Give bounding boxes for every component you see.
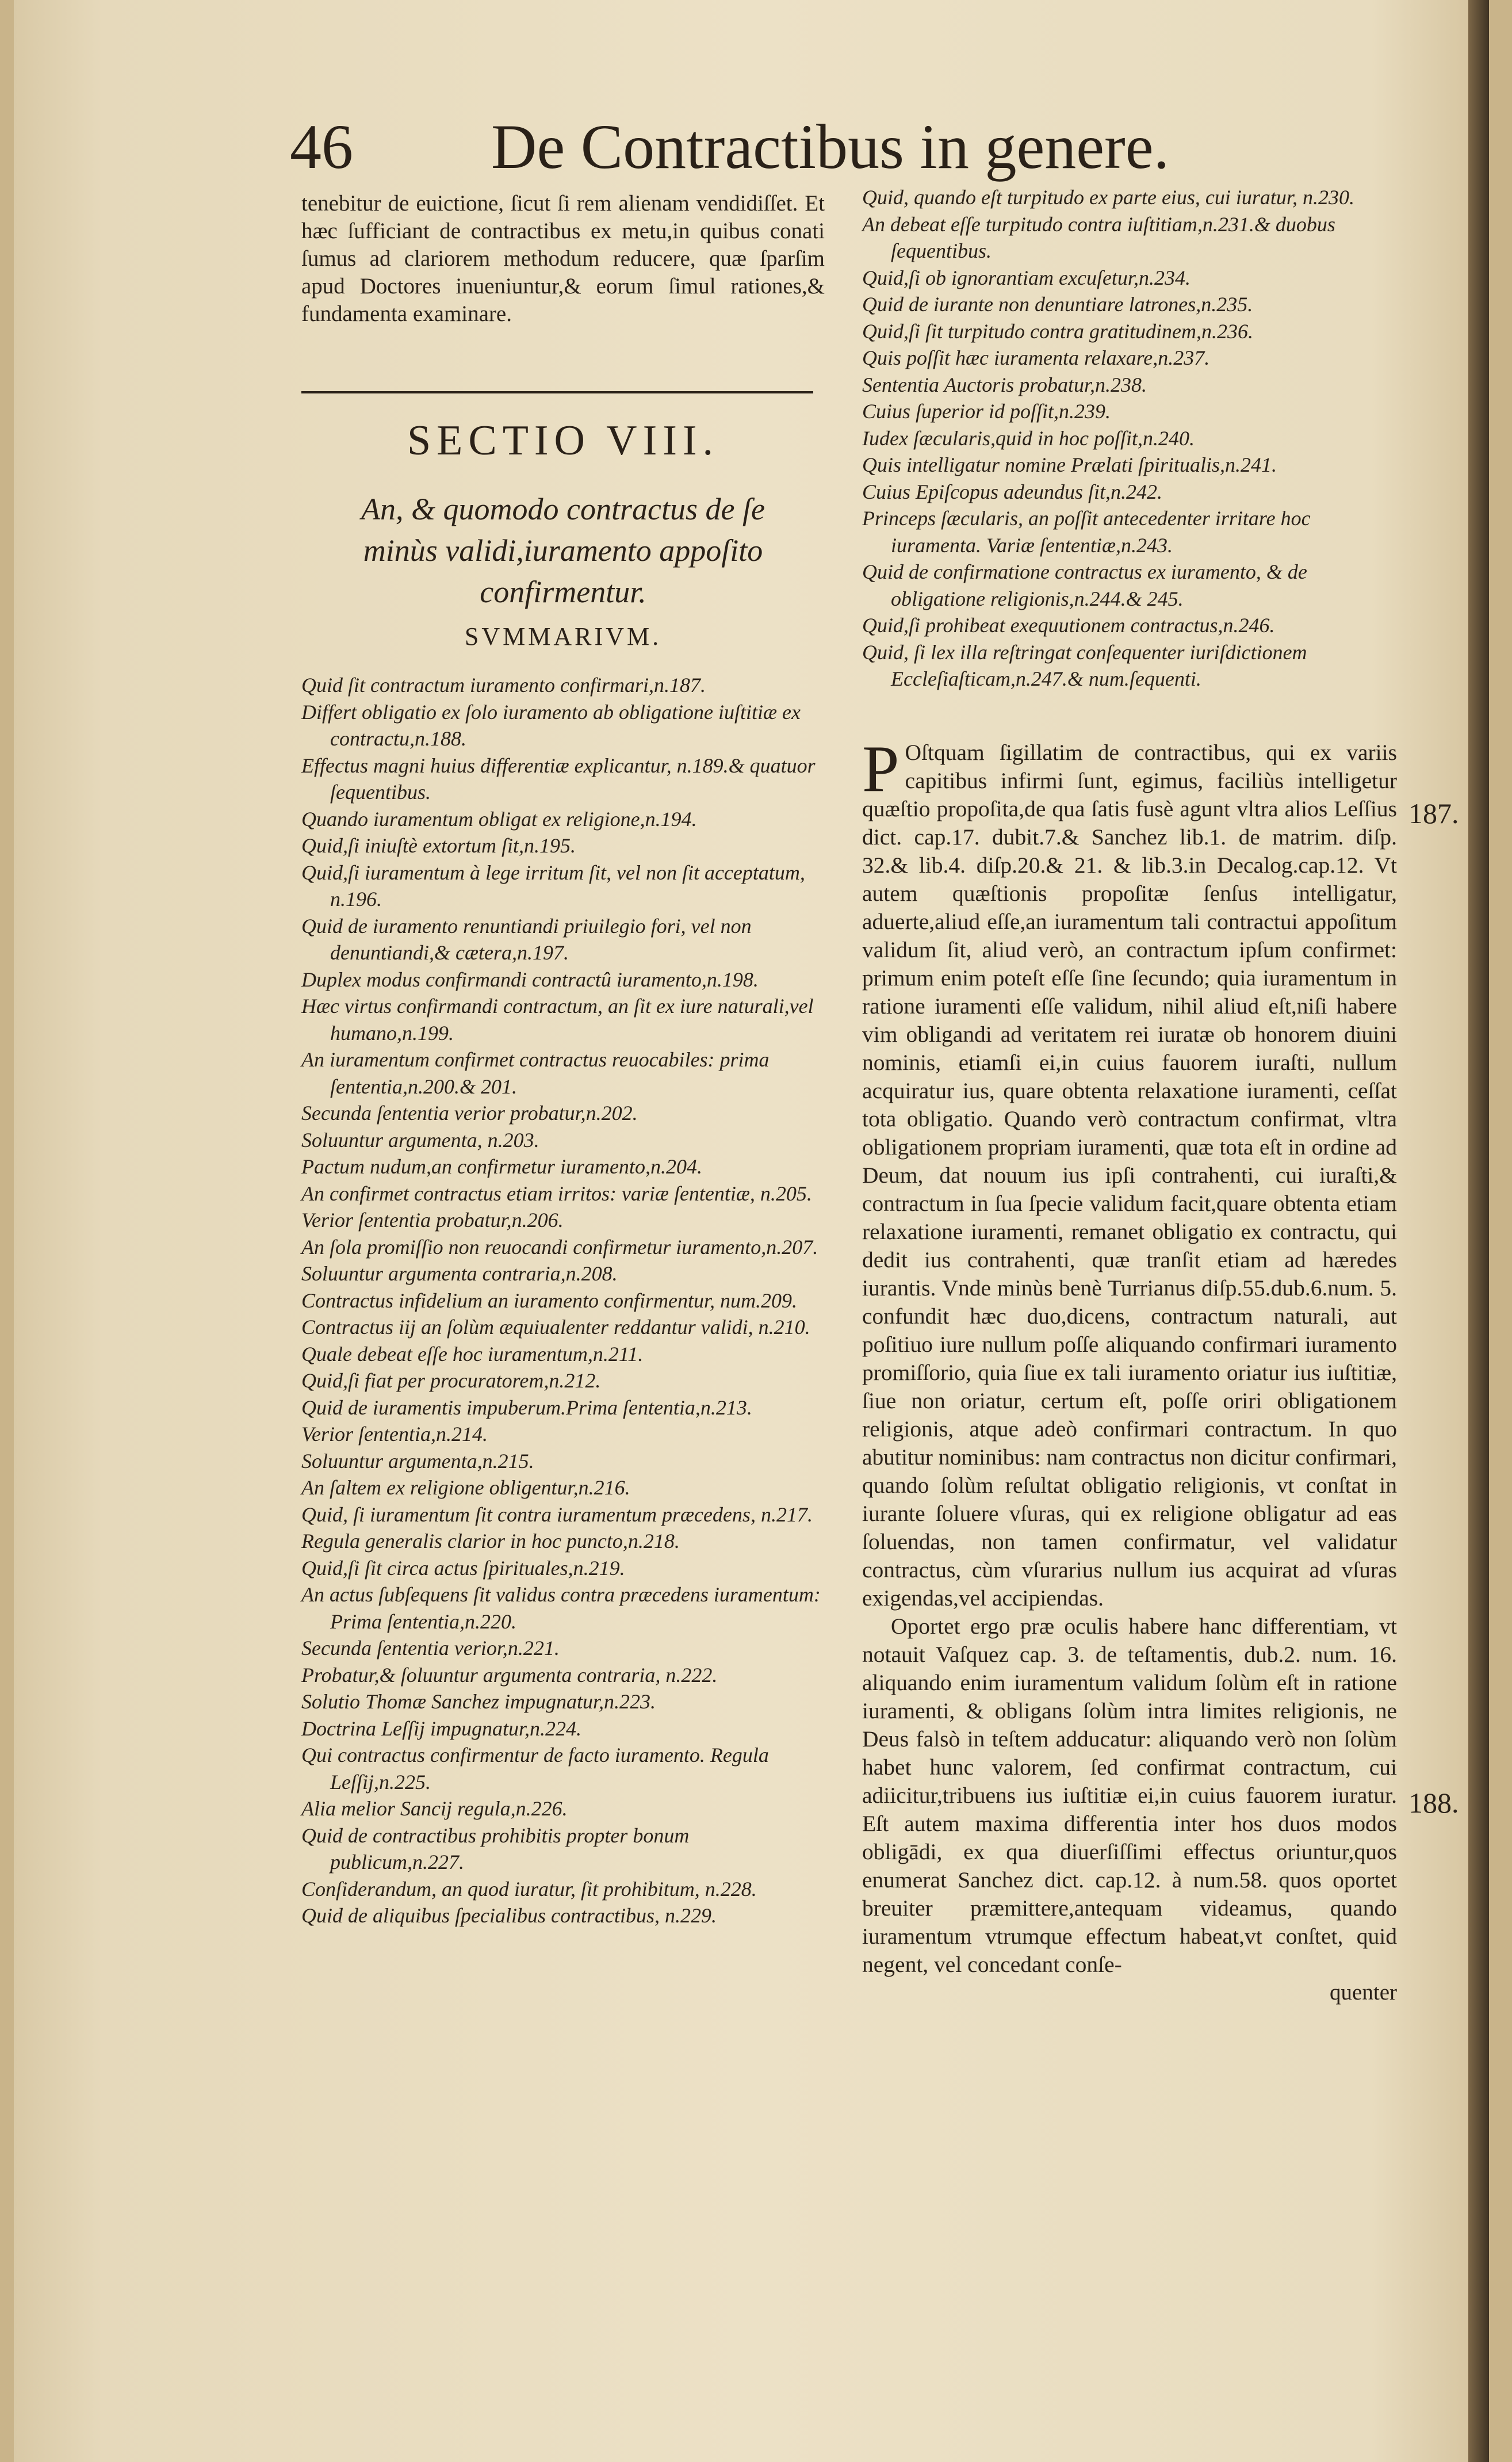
summary-entry: An iuramentum confirmet contractus reuocabiles: prima ſententia,n.200.& 201. — [301, 1048, 770, 1098]
page-number: 46 — [290, 112, 353, 182]
summary-entry: Quid,ſi fiat per procuratorem,n.212. — [301, 1369, 601, 1392]
running-title: De Contractibus in genere. — [491, 112, 1170, 182]
main-paragraph-2: Oportet ergo præ oculis habere hanc differentiam, vt notauit Vaſquez cap. 3. de teſtamentis, dub.2. num. 16. aliquando enim iuramentum validum ſolùm eſt in ratione iuramenti, & obligans ſolùm intra limites religionis, ne Deus falsò in teſtem adducatur: aliquando verò non ſolùm habet hunc valorem, ſed confirmat contractum, cui adiicitur,tribuens ius iuſtitiæ ei,in cuius fauorem iuratur. Eſt autem maxima differentia inter hos duos modos obligādi, ex qua diuerſiſſimi effectus oriuntur,quos enumerat Sanchez dict. cap.12. à num.58. quos oportet breuiter præmittere,antequam videamus, quando iuramentum vtrumque effectum habeat,vt conſtet, quid negent, vel concedant conſe- — [862, 1613, 1397, 1977]
summary-entry: Hæc virtus confirmandi contractum, an ſit ex iure naturali,vel humano,n.199. — [301, 995, 814, 1045]
summary-entry: Quid de iuramento renuntiandi priuilegio fori, vel non denuntiandi,& cætera,n.197. — [301, 914, 752, 964]
summary-entry: Differt obligatio ex ſolo iuramento ab obligatione iuſtitiæ ex contractu,n.188. — [301, 700, 801, 750]
summary-entry: Quis poſſit hæc iuramenta relaxare,n.237. — [862, 346, 1210, 369]
summary-entry: Quid, quando eſt turpitudo ex parte eius, cui iuratur, n.230. — [862, 186, 1354, 209]
summary-entry: Doctrina Leſſij impugnatur,n.224. — [301, 1716, 582, 1740]
summary-entry: Pactum nudum,an confirmetur iuramento,n.204. — [301, 1155, 702, 1178]
summary-entry: Alia melior Sancij regula,n.226. — [301, 1797, 568, 1820]
summary-entry: Probatur,& ſoluuntur argumenta contraria, n.222. — [301, 1663, 718, 1687]
summary-entry: Solutio Thomæ Sanchez impugnatur,n.223. — [301, 1690, 656, 1713]
summary-entry: Quid de confirmatione contractus ex iuramento, & de obligatione religionis,n.244.& 245. — [862, 560, 1307, 610]
summary-list-left — [301, 672, 825, 1929]
summary-title: SVMMARIVM. — [464, 622, 662, 651]
summary-entry: Soluuntur argumenta contraria,n.208. — [301, 1262, 618, 1285]
summary-entry: Quid,ſi ob ignorantiam excuſetur,n.234. — [862, 266, 1191, 289]
summary-entry: An debeat eſſe turpitudo contra iuſtitiam,n.231.& duobus ſequentibus. — [862, 212, 1335, 262]
summary-entry: Quid,ſi iuramentum à lege irritum ſit, vel non ſit acceptatum, n.196. — [301, 861, 805, 911]
summary-entry: Quis intelligatur nomine Prælati ſpiritualis,n.241. — [862, 453, 1277, 476]
left-column — [301, 190, 825, 1929]
summary-entry: Verior ſententia,n.214. — [301, 1423, 488, 1446]
summary-entry: Contractus iij an ſolùm æquiualenter reddantur validi, n.210. — [301, 1316, 810, 1339]
summary-entry: An ſaltem ex religione obligentur,n.216. — [301, 1476, 630, 1499]
summary-entry: Effectus magni huius differentiæ explicantur, n.189.& quatuor ſequentibus. — [301, 754, 816, 804]
section-separator — [301, 391, 813, 393]
book-spine — [1468, 0, 1489, 2462]
summary-entry: Cuius ſuperior id poſſit,n.239. — [862, 400, 1111, 423]
drop-cap: P — [862, 732, 899, 806]
summary-entry: Quid de iuramentis impuberum.Prima ſententia,n.213. — [301, 1396, 752, 1419]
summary-entry: An ſola promiſſio non reuocandi confirmetur iuramento,n.207. — [301, 1235, 818, 1259]
summary-entry: Quid,ſi iniuſtè extortum ſit,n.195. — [301, 834, 576, 857]
summary-entry: Secunda ſententia verior,n.221. — [301, 1637, 560, 1660]
summary-entry: Regula generalis clarior in hoc puncto,n.218. — [301, 1530, 680, 1553]
summary-entry: Quid,ſi prohibeat exequutionem contractus,n.246. — [862, 614, 1275, 637]
summary-entry: Quid ſit contractum iuramento confirmari,n.187. — [301, 674, 706, 697]
page-header — [290, 109, 1170, 184]
summary-entry: Quid,ſi ſit turpitudo contra gratitudinem,n.236. — [862, 319, 1254, 343]
summary-entry: Quid de aliquibus ſpecialibus contractibus, n.229. — [301, 1904, 717, 1927]
summary-entry: Princeps ſæcularis, an poſſit antecedenter irritare hoc iuramenta. Variæ ſententiæ,n.243. — [862, 507, 1311, 557]
intro-paragraph: tenebitur de euictione, ſicut ſi rem alienam vendidiſſet. Et hæc ſufficiant de contractibus ex metu,in quibus conati ſumus ad clariorem methodum reducere, quæ ſparſim apud Doctores inueniuntur,& eorum ſimul rationes,& fundamenta examinare. — [301, 191, 825, 326]
section-question: An, & quomodo contractus de ſe minùs validi,iuramento appoſito confirmentur. — [361, 492, 765, 609]
summary-entry: Verior ſententia probatur,n.206. — [301, 1209, 564, 1232]
section-title: SECTIO VIII. — [407, 417, 719, 464]
summary-entry: Soluuntur argumenta, n.203. — [301, 1128, 539, 1152]
summary-entry: An confirmet contractus etiam irritos: variæ ſententiæ, n.205. — [301, 1182, 812, 1205]
summary-list-right — [862, 184, 1397, 693]
summary-entry: Quid, ſi lex illa reſtringat conſequenter iuriſdictionem Eccleſiaſticam,n.247.& num.ſequenti. — [862, 640, 1307, 690]
summary-entry: Quid, ſi iuramentum ſit contra iuramentum præcedens, n.217. — [301, 1503, 813, 1526]
main-paragraph-1 — [862, 732, 1397, 1612]
summary-entry: Quid de contractibus prohibitis propter bonum publicum,n.227. — [301, 1823, 690, 1874]
paragraph-1-text: Oſtquam ſigillatim de contractibus, qui ex variis capitibus infirmi ſunt, egimus, faciliùs intelligetur quæſtio propoſita,de qua ſatis fusè agunt vltra alios Leſſius dict. cap.17. dubit.7.& Sanchez lib.1. de matrim. diſp. 32.& lib.4. diſp.20.& 21. & lib.3.in Decalog.cap.12. Vt autem quæſtionis propoſitæ ſenſus intelligatur, aduerte,aliud eſſe,an iuramentum tali contractui appoſitum validum ſit, aliud verò, an contractum ipſum confirmet: primum enim poteſt eſſe ſine ſecundo; quia iuramentum in ratione iuramenti eſſe validum, nihil aliud eſt,niſi habere vim obligandi ad veritatem rei iuratæ ob honorem diuini nominis, etiamſi ei,in cuius fauorem iuraſti, nullum acquiratur ius, quare obtenta relaxatione iuramenti, ceſſat tota obligatio. Quando verò contractum confirmat, vltra obligationem propriam iuramenti, quæ tota eſt in ordine ad Deum, dat nouum ius ipſi contrahenti, cui iuraſti,& contractum in ſua ſpecie validum facit,quare obtenta etiam relaxatione iuramenti, remanet obligatio ex contractu, qui dedit ius contrahenti, quæ tranſit etiam ad hæredes iurantis. Vnde minùs benè Turrianus diſp.55.dub.6.num. 5. confundit hæc duo,dicens, contractum naturali, aut poſitiuo iure nullum poſſe aliquando confirmari iuramento promiſſorio, quia ſiue ex tali iuramento oriatur ius iuſtitiæ, ſiue non oriatur, certum eſt, poſſe oriri obligationem religionis, atque adeò confirmari contractum. In quo abutitur nominibus: nam contractus non dicitur confirmari, quando ſolùm reſultat obligatio religionis, vt conſtat in iurante ſoluere vſuras, qui ex religione obligatur ad eas ſoluendas, non tamen confirmatur, vel validatur contractus, cùm vſurarius nullum ius acquirat ad vſuras exigendas,vel accipiendas. — [862, 739, 1397, 1611]
summary-entry: Quale debeat eſſe hoc iuramentum,n.211. — [301, 1342, 644, 1366]
summary-entry: Soluuntur argumenta,n.215. — [301, 1449, 534, 1473]
summary-entry: Sententia Auctoris probatur,n.238. — [862, 373, 1147, 396]
summary-entry: Contractus infidelium an iuramento confirmentur, num.209. — [301, 1289, 797, 1312]
summary-entry: Conſiderandum, an quod iuratur, ſit prohibitum, n.228. — [301, 1877, 757, 1901]
margin-number-188: 188. — [1408, 1787, 1459, 1819]
summary-entry: An actus ſubſequens ſit validus contra præcedens iuramentum: Prima ſententia,n.220. — [301, 1583, 821, 1633]
catchword: quenter — [1330, 1979, 1397, 2005]
book-page — [14, 0, 1489, 2462]
summary-entry: Quid de iurante non denuntiare latrones,n.235. — [862, 293, 1253, 316]
summary-entry: Quid,ſi ſit circa actus ſpirituales,n.219. — [301, 1556, 625, 1580]
summary-entry: Quando iuramentum obligat ex religione,n.194. — [301, 807, 697, 831]
right-column — [862, 184, 1397, 2006]
summary-entry: Iudex ſæcularis,quid in hoc poſſit,n.240. — [862, 426, 1195, 450]
summary-entry: Qui contractus confirmentur de facto iuramento. Regula Leſſij,n.225. — [301, 1744, 769, 1794]
summary-entry: Secunda ſententia verior probatur,n.202. — [301, 1102, 638, 1125]
summary-entry: Cuius Epiſcopus adeundus ſit,n.242. — [862, 480, 1162, 503]
margin-number-187: 187. — [1408, 797, 1459, 829]
summary-entry: Duplex modus confirmandi contractû iuramento,n.198. — [301, 968, 759, 991]
